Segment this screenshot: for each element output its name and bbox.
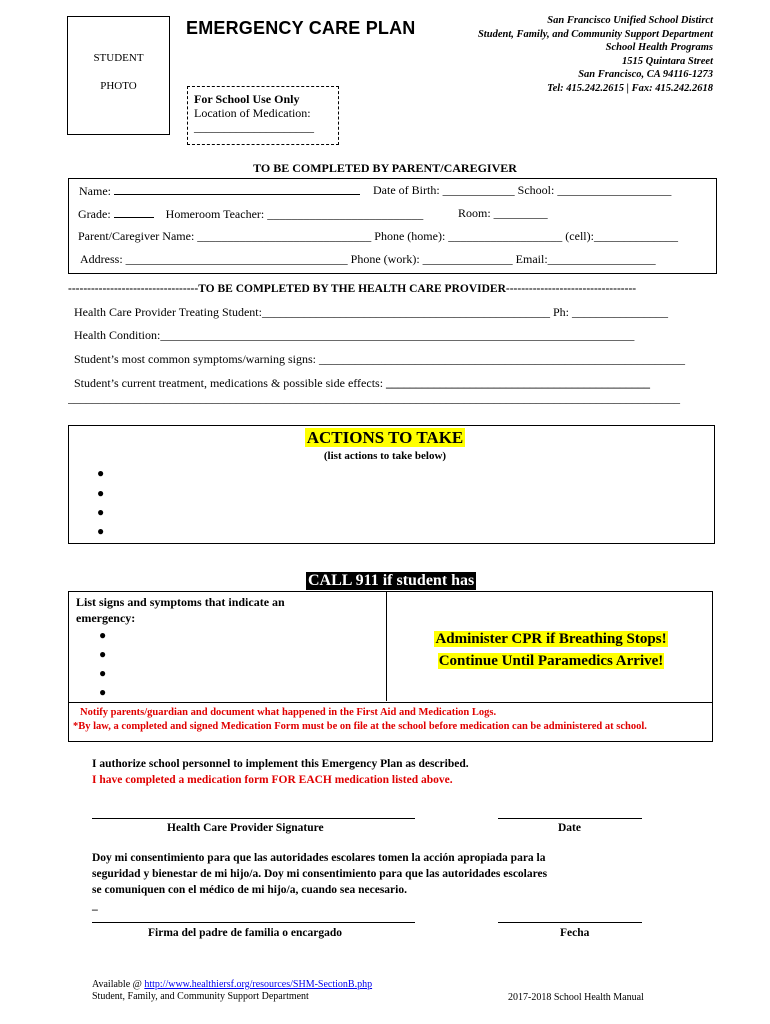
provider-row[interactable]: Health Care Provider Treating Student:________________________________________________ Ph: ________________ — [74, 305, 668, 319]
parent-section-heading: TO BE COMPLETED BY PARENT/CAREGIVER — [253, 161, 517, 175]
healthiersf-link[interactable]: http://www.healthiersf.org/resources/SHM-SectionB.php — [144, 979, 373, 990]
authorization-text: I authorize school personnel to implement this Emergency Plan as described. I have completed a medication form FOR EACH medication listed above. — [92, 758, 469, 786]
treatment-extra-line[interactable]: ______________________________________________________________________________________________________ — [68, 391, 680, 405]
footer: Available @ http://www.healthiersf.org/resources/SHM-SectionB.php Student, Family, and Community Support Department — [92, 979, 373, 1002]
date-line[interactable] — [498, 818, 642, 819]
emergency-bullet[interactable]: ● — [99, 647, 107, 661]
actions-title: ACTIONS TO TAKE — [306, 428, 464, 447]
spanish-consent-text: Doy mi consentimiento para que las autoridades escolares tomen la acción apropiada para la seguridad y bienestar de mi hijo/a. Doy mi consentimiento para que las autoridades escolares se comuniquen con el médico de mi hijo/a, cuando sea necesario. _ — [92, 852, 548, 912]
provider-signature-line[interactable] — [92, 818, 415, 819]
manual-label: 2017-2018 School Health Manual — [508, 992, 644, 1003]
student-photo-box — [67, 16, 170, 135]
parent-signature-line[interactable] — [92, 922, 415, 923]
room-row[interactable]: Room: _________ — [458, 206, 548, 220]
actions-subtitle: (list actions to take below) — [323, 450, 447, 462]
parent-name-row[interactable]: Parent/Caregiver Name: _____________________________ Phone (home): ___________________ (cell):______________ — [78, 229, 678, 243]
district-address: San Francisco Unified School Distirct Student, Family, and Community Support Department School Health Programs 1515 Quintara Street San Francisco, CA 94116-1273 Tel: 415.242.2615 | Fax: 415.242.2618 — [477, 15, 713, 94]
call-911-heading: CALL 911 if student has — [308, 572, 475, 589]
fecha-label: Fecha — [560, 927, 590, 939]
action-bullet[interactable]: ● — [97, 466, 105, 480]
emergency-bullet[interactable]: ● — [99, 628, 107, 642]
page-title: EMERGENCY CARE PLAN — [186, 18, 416, 38]
emergency-bullet[interactable]: ● — [99, 666, 107, 680]
action-bullet[interactable]: ● — [97, 505, 105, 519]
grade-field — [114, 206, 154, 218]
school-use-box: For School Use Only Location of Medication: ____________________ — [187, 86, 339, 145]
name-row[interactable]: Name: — [79, 183, 360, 199]
provider-section-heading: ----------------------------------TO BE COMPLETED BY THE HEALTH CARE PROVIDER---------------------------------- — [68, 283, 637, 295]
action-bullet[interactable]: ● — [97, 486, 105, 500]
treatment-row[interactable]: Student’s current treatment, medications & possible side effects: ____________________________________________ — [74, 376, 651, 390]
dob-row[interactable]: Date of Birth: ____________ School: ___________________ — [373, 183, 672, 197]
notify-text: Notify parents/guardian and document what happened in the First Aid and Medication Logs. — [80, 707, 497, 718]
provider-signature-label: Health Care Provider Signature — [167, 822, 324, 834]
address-row[interactable]: Address: _____________________________________ Phone (work): _______________ Email:__________________ — [80, 252, 656, 266]
fecha-line[interactable] — [498, 922, 642, 923]
emergency-bullet[interactable]: ● — [99, 685, 107, 699]
action-bullet[interactable]: ● — [97, 524, 105, 538]
bylaw-text: *By law, a completed and signed Medication Form must be on file at the school before medication can be administered at school. — [73, 721, 647, 732]
grade-row[interactable]: Grade: Homeroom Teacher: __________________________ — [78, 207, 424, 221]
date-label: Date — [558, 822, 581, 834]
symptoms-row[interactable]: Student’s most common symptoms/warning signs: _____________________________________________________________ — [74, 352, 686, 366]
emergency-signs-label: List signs and symptoms that indicate an emergency: — [76, 595, 285, 625]
name-field — [114, 183, 360, 195]
cpr-instructions: Administer CPR if Breathing Stops! Continue Until Paramedics Arrive! — [435, 631, 667, 669]
health-condition-row[interactable]: Health Condition:_______________________________________________________________________________ — [74, 328, 635, 342]
photo-label: STUDENT PHOTO — [93, 52, 144, 92]
parent-signature-label: Firma del padre de familia o encargado — [148, 927, 342, 939]
